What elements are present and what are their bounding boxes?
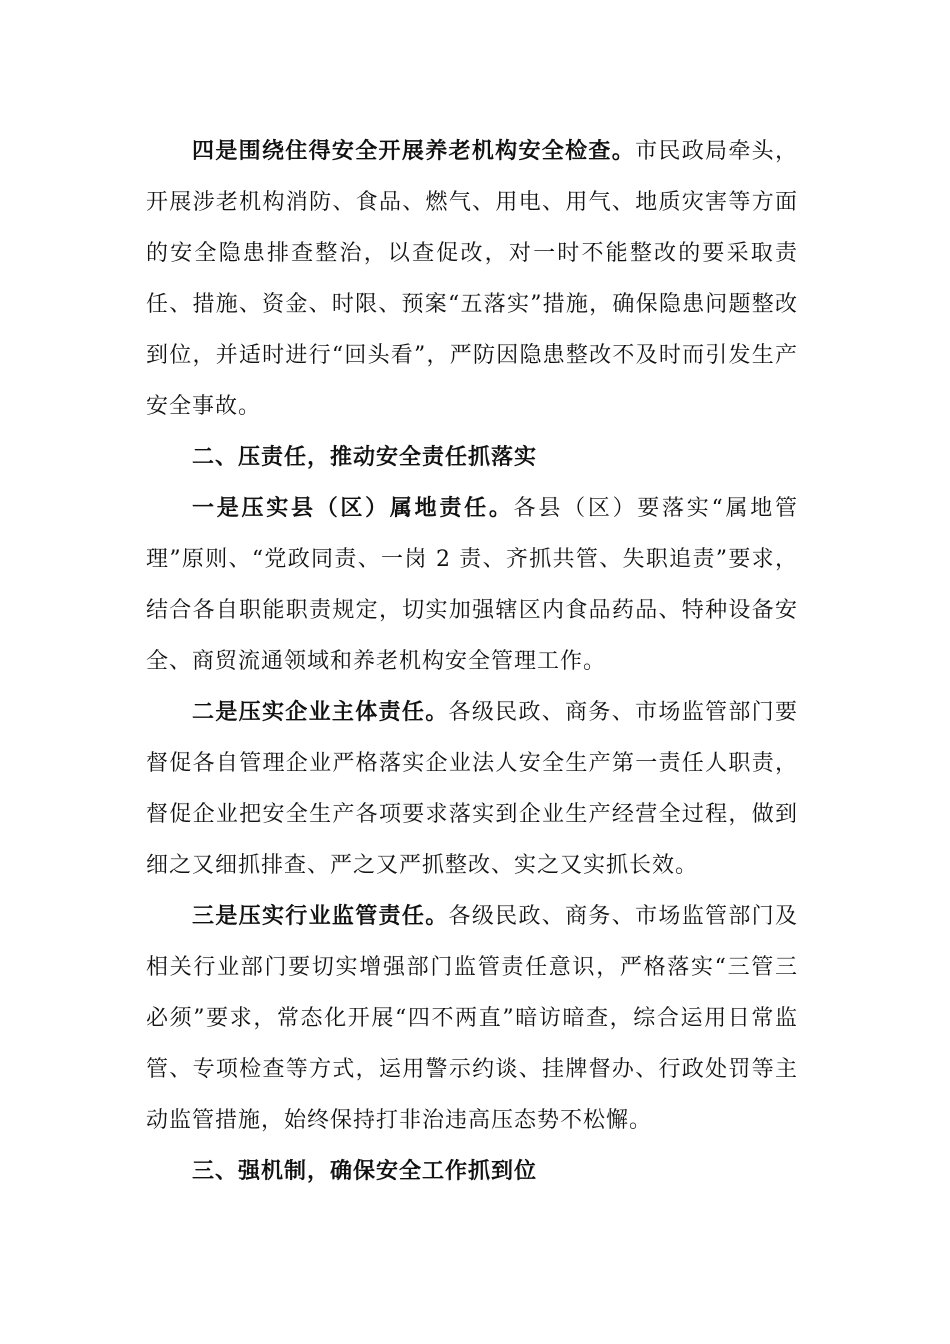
paragraph-lead: 三是压实行业监管责任。 — [192, 903, 449, 929]
paragraph-elderly-care-inspection — [146, 126, 798, 432]
paragraph-text: 各级民政、商务、市场监管部门及相关行业部门要切实增强部门监管责任意识，严格落实“三管三必须”要求，常态化开展“四不两直”暗访暗查，综合运用日常监管、专项检查等方式，运用警示约谈、挂牌督办、行政处罚等主动监管措施，始终保持打非治违高压态势不松懈。 — [146, 904, 798, 1133]
section-heading-mechanism: 三、强机制，确保安全工作抓到位 — [192, 1158, 538, 1184]
paragraph-enterprise-responsibility — [146, 687, 798, 891]
paragraph-territorial-responsibility — [146, 483, 798, 687]
paragraph-lead: 一是压实县（区）属地责任。 — [192, 495, 514, 521]
paragraph-text: 各县（区）要落实“属地管理”原则、“党政同责、一岗 2 责、齐抓共管、失职追责”要求，结合各自职能职责规定，切实加强辖区内食品药品、特种设备安全、商贸流通领域和养老机构安全管理工作。 — [146, 496, 798, 674]
paragraph-text: 各级民政、商务、市场监管部门要督促各自管理企业严格落实企业法人安全生产第一责任人职责，督促企业把安全生产各项要求落实到企业生产经营全过程，做到细之又细抓排查、严之又严抓整改、实之又实抓长效。 — [146, 700, 798, 878]
paragraph-lead: 四是围绕住得安全开展养老机构安全检查。 — [192, 138, 636, 164]
paragraph-lead: 二是压实企业主体责任。 — [192, 699, 449, 725]
paragraph-text: 市民政局牵头，开展涉老机构消防、食品、燃气、用电、用气、地质灾害等方面的安全隐患排查整治，以查促改，对一时不能整改的要采取责任、措施、资金、时限、预案“五落实”措施，确保隐患问题整改到位，并适时进行“回头看”，严防因隐患整改不及时而引发生产安全事故。 — [146, 139, 798, 419]
section-heading-responsibility: 二、压责任，推动安全责任抓落实 — [192, 444, 538, 470]
document-body — [146, 126, 798, 1197]
paragraph-industry-supervision — [146, 891, 798, 1146]
